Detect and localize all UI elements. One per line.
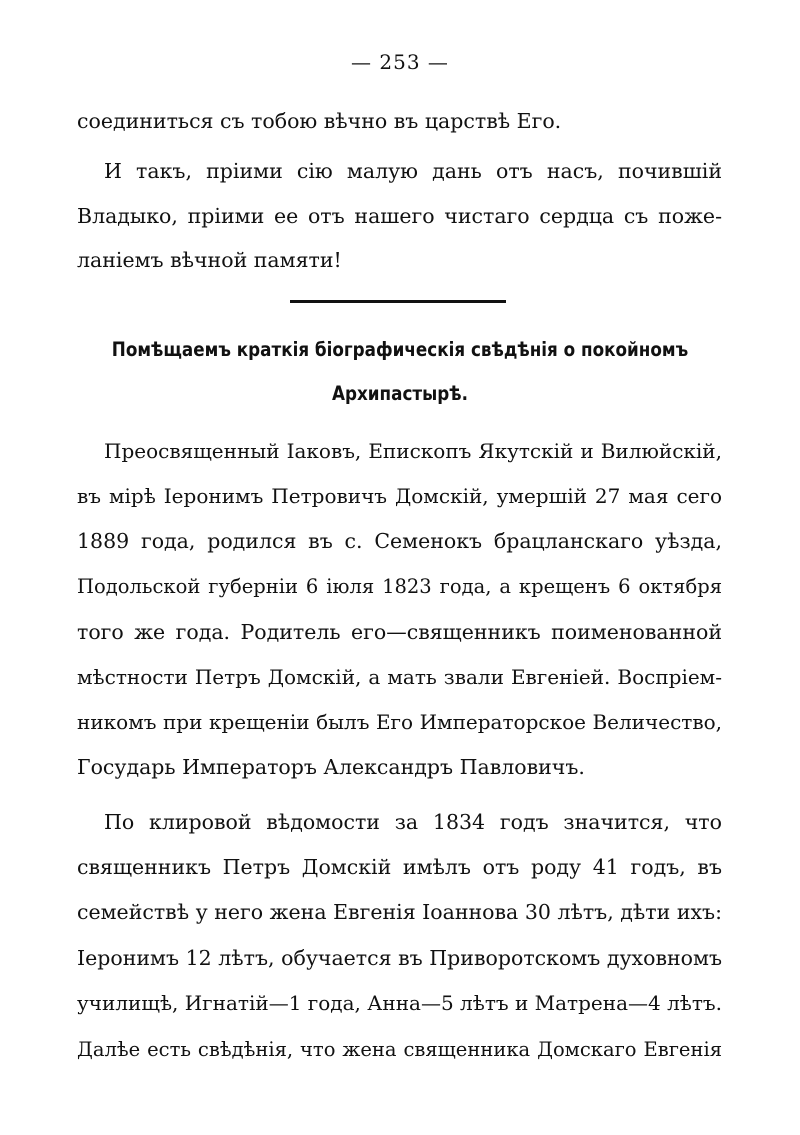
text-line: соединиться съ тобою вѣчно въ царствѣ Его. (77, 109, 562, 133)
text-line: никомъ при крещеніи былъ Его Императорское Величество, (77, 710, 722, 734)
text-line: семействѣ у него жена Евгенія Іоаннова 30 лѣтъ, дѣти ихъ: (77, 900, 722, 924)
text-line: Преосвященный Іаковъ, Епископъ Якутскій и Вилюйскій, (104, 439, 722, 463)
text-line: священникъ Петръ Домскій имѣлъ отъ роду 41 годъ, въ (77, 855, 722, 879)
text-line: ланіемъ вѣчной памяти! (77, 248, 342, 272)
heading-line: Помѣщаемъ краткія біографическія свѣдѣнія о покойномъ (111, 338, 689, 361)
text-line: Іеронимъ 12 лѣтъ, обучается въ Приворотскомъ духовномъ (77, 946, 722, 970)
text-line: И такъ, пріими сію малую дань отъ насъ, почившій (104, 159, 722, 183)
text-line: Государь Императоръ Александръ Павловичъ. (77, 755, 585, 779)
text-line: Далѣе есть свѣдѣнія, что жена священника Домскаго Евгенія (77, 1038, 722, 1061)
page-number: — 253 — (351, 50, 449, 74)
text-line: въ мірѣ Іеронимъ Петровичъ Домскій, умершій 27 мая сего (77, 484, 722, 508)
text-line: училищѣ, Игнатій—1 года, Анна—5 лѣтъ и Матрена—4 лѣтъ. (77, 991, 723, 1015)
text-line: мѣстности Петръ Домскій, а мать звали Евгеніей. Воспріем- (77, 665, 722, 689)
text-line: По клировой вѣдомости за 1834 годъ значится, что (104, 810, 722, 834)
text-line: Подольской губерніи 6 іюля 1823 года, а крещенъ 6 октября (77, 575, 722, 598)
text-line: того же года. Родитель его—священникъ поименованной (77, 620, 722, 644)
text-line: 1889 года, родился въ с. Семенокъ брацланскаго уѣзда, (77, 529, 722, 553)
text-line: Владыко, пріими ее отъ нашего чистаго сердца съ поже- (77, 204, 722, 228)
heading-line: Архипастырѣ. (331, 382, 468, 405)
section-divider (290, 300, 506, 303)
